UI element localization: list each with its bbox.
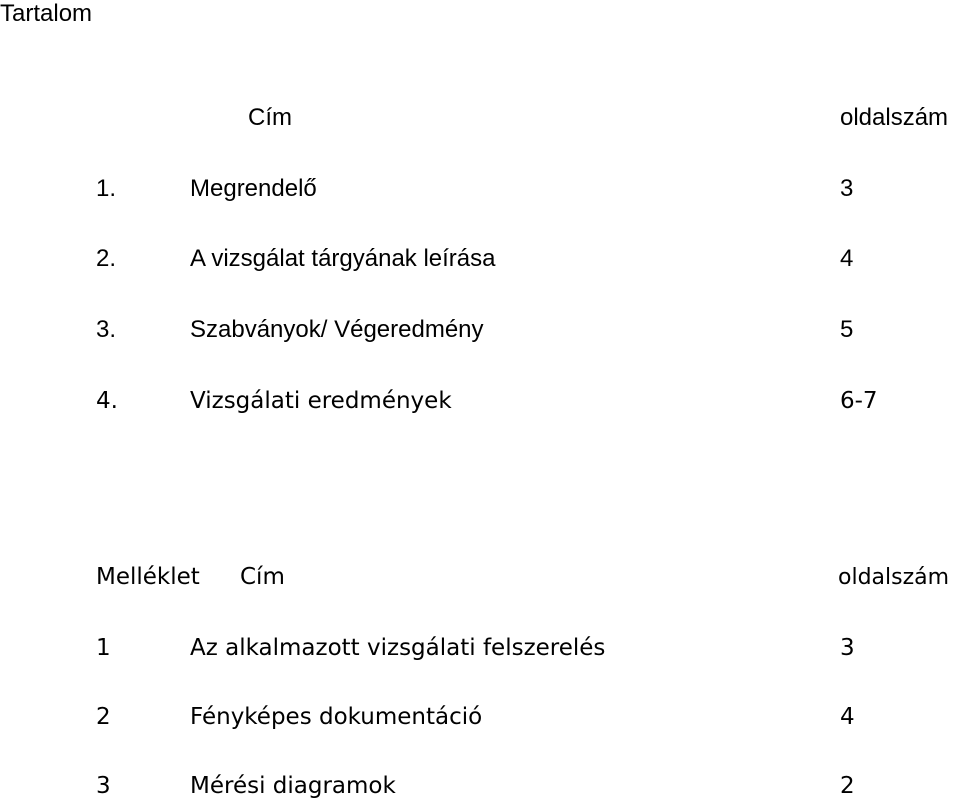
appendix-row-title: Az alkalmazott vizsgálati felszerelés [190, 635, 606, 661]
toc-header-title: Cím [248, 104, 292, 131]
toc-header-page: oldalszám [840, 104, 949, 131]
appendix-row-number: 3 [96, 773, 111, 799]
appendix-header-page: oldalszám [838, 565, 950, 590]
toc-row-page: 6-7 [840, 388, 878, 414]
toc-row-title: Szabványok/ Végeredmény [190, 316, 484, 343]
appendix-row-number: 1 [96, 635, 111, 661]
appendix-row-title: Fényképes dokumentáció [190, 704, 483, 730]
toc-row-page: 5 [840, 316, 854, 343]
appendix-row-number: 2 [96, 704, 111, 730]
toc-row-number: 3. [96, 316, 117, 343]
toc-row-title: Megrendelő [190, 175, 317, 202]
toc-row-title: A vizsgálat tárgyának leírása [190, 245, 496, 272]
appendix-header-title: Cím [240, 564, 285, 590]
page-title: Tartalom [0, 0, 93, 27]
appendix-header-label: Melléklet [96, 564, 200, 590]
toc-row-title: Vizsgálati eredmények [190, 388, 452, 414]
appendix-row-page: 4 [840, 704, 855, 730]
toc-row-number: 2. [96, 245, 117, 272]
appendix-row-page: 3 [840, 635, 855, 661]
toc-row-page: 4 [840, 245, 854, 272]
appendix-row-title: Mérési diagramok [190, 773, 396, 799]
appendix-row-page: 2 [840, 773, 855, 799]
toc-row-number: 4. [96, 388, 118, 414]
toc-row-number: 1. [96, 175, 117, 202]
toc-row-page: 3 [840, 175, 854, 202]
